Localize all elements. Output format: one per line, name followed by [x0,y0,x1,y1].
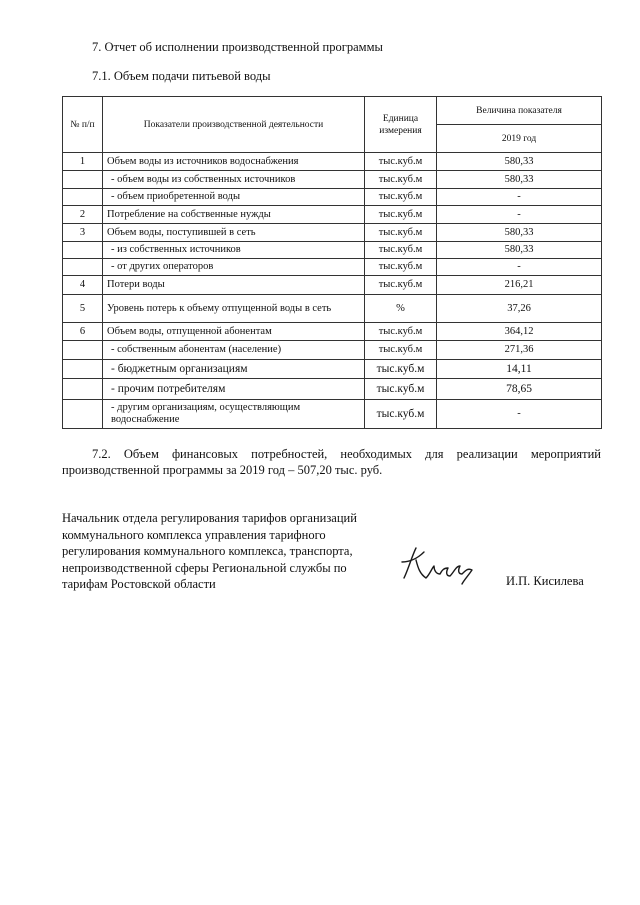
row-label: Объем воды из источников водоснабжения [103,153,365,171]
row-num [63,259,103,276]
row-unit: тыс.куб.м [365,276,437,295]
table-row [63,295,602,323]
row-num [63,189,103,206]
row-unit: тыс.куб.м [365,242,437,259]
row-unit: тыс.куб.м [365,323,437,341]
row-unit: тыс.куб.м [365,171,437,189]
row-label: Уровень потерь к объему отпущенной воды в сеть [103,295,365,323]
signatory-position: Начальник отдела регулирования тарифов организаций коммунального комплекса управления тарифного регулирования коммунального комплекса, транспорта, непроизводственной сферы Региональной службы по тарифам Ростовской области [62,511,357,591]
row-value: 364,12 [437,323,602,341]
row-num [63,379,103,400]
header-value-group: Величина показателя [437,97,602,125]
row-num: 3 [63,224,103,242]
row-label: Потребление на собственные нужды [103,206,365,224]
header-year: 2019 год [437,125,602,153]
row-unit: тыс.куб.м [365,153,437,171]
row-value: 580,33 [437,224,602,242]
row-unit: тыс.куб.м [365,206,437,224]
row-value: 216,21 [437,276,602,295]
handwritten-signature [398,540,478,593]
row-value: 580,33 [437,242,602,259]
row-value: 580,33 [437,171,602,189]
header-indicator: Показатели производственной деятельности [103,97,365,153]
row-label: - от других операторов [103,259,365,276]
row-unit: тыс.куб.м [365,400,437,429]
row-label: - собственным абонентам (население) [103,341,365,360]
row-num: 4 [63,276,103,295]
row-label: - из собственных источников [103,242,365,259]
table-row [63,189,602,206]
table-row [63,276,602,295]
signatory-name: И.П. Кисилева [506,574,584,588]
table-row [63,153,602,171]
table-row [63,341,602,360]
row-value: - [437,400,602,429]
row-value: - [437,259,602,276]
row-label: Объем воды, отпущенной абонентам [103,323,365,341]
table-row [63,242,602,259]
row-num [63,400,103,429]
row-label: - объем приобретенной воды [103,189,365,206]
row-unit: тыс.куб.м [365,379,437,400]
table-row [63,379,602,400]
water-supply-table [62,96,602,429]
row-value: 580,33 [437,153,602,171]
header-unit: Единица измерения [365,97,437,153]
row-num: 1 [63,153,103,171]
row-unit: тыс.куб.м [365,360,437,379]
row-num: 2 [63,206,103,224]
row-label: Объем воды, поступившей в сеть [103,224,365,242]
row-label: - другим организациям, осуществляющим водоснабжение [103,400,365,429]
row-value: 14,11 [437,360,602,379]
row-value: - [437,206,602,224]
table-row [63,400,602,429]
row-value: 37,26 [437,295,602,323]
signature-icon [398,540,478,588]
row-num: 5 [63,295,103,323]
row-unit: тыс.куб.м [365,224,437,242]
row-value: 78,65 [437,379,602,400]
subsection-title: 7.1. Объем подачи питьевой воды [92,69,271,83]
row-value: 271,36 [437,341,602,360]
table-row [63,171,602,189]
row-num [63,171,103,189]
table-row [63,206,602,224]
row-num [63,242,103,259]
row-num: 6 [63,323,103,341]
finance-paragraph: 7.2. Объем финансовых потребностей, необходимых для реализации мероприятий производственной программы за 2019 год – 507,20 тыс. руб. [62,447,601,477]
row-label: - объем воды из собственных источников [103,171,365,189]
section-title: 7. Отчет об исполнении производственной программы [92,40,383,54]
row-unit: тыс.куб.м [365,259,437,276]
table-row [63,323,602,341]
row-label: Потери воды [103,276,365,295]
row-num [63,341,103,360]
row-label: - бюджетным организациям [103,360,365,379]
row-unit: тыс.куб.м [365,189,437,206]
row-value: - [437,189,602,206]
row-label: - прочим потребителям [103,379,365,400]
table-row [63,224,602,242]
header-num: № п/п [63,97,103,153]
row-unit: % [365,295,437,323]
row-num [63,360,103,379]
table-row [63,259,602,276]
row-unit: тыс.куб.м [365,341,437,360]
table-row [63,360,602,379]
